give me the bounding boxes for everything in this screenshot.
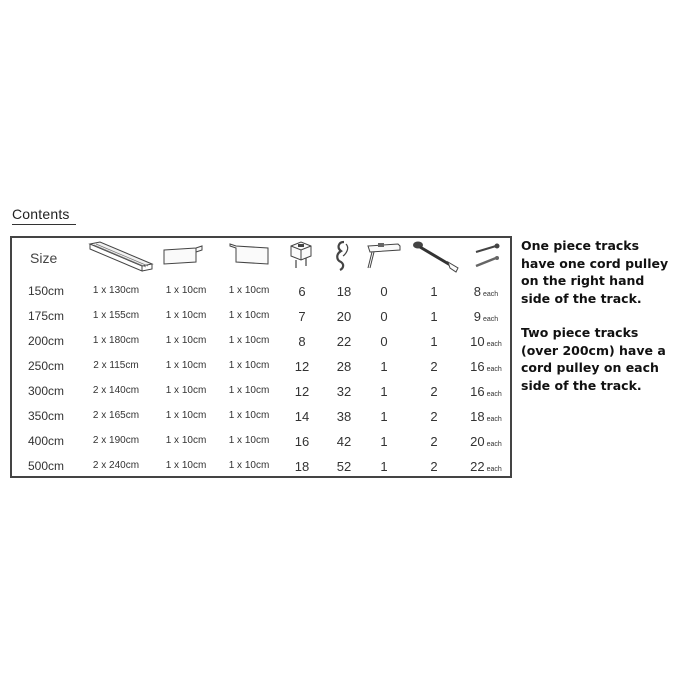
wand-count-cell <box>430 459 437 474</box>
cell-value: 2 x 140cm <box>92 385 140 396</box>
cell-value: 14 <box>294 409 310 424</box>
end-cap-left-cell <box>166 410 207 421</box>
each-unit: each <box>486 341 502 348</box>
cord-pulley-icon <box>364 240 404 272</box>
wand-count-cell <box>430 409 437 424</box>
cell-value: 1 x 10cm <box>165 360 207 371</box>
cell-value: 1 x 130cm <box>92 285 140 296</box>
screw-plug-count-cell <box>470 384 502 399</box>
each-unit: each <box>486 416 502 423</box>
cell-value: 1 x 10cm <box>165 435 207 446</box>
hook-count-cell <box>337 284 351 299</box>
hook-count-cell <box>337 434 351 449</box>
track-cell <box>93 360 138 371</box>
cell-value: 32 <box>336 384 352 399</box>
cell-value: 1 x 10cm <box>228 460 270 471</box>
cell-value: 38 <box>336 409 352 424</box>
cell-value: 1 <box>380 459 388 474</box>
cell-value: 1 x 10cm <box>165 460 207 471</box>
end-cap-left-cell <box>166 385 207 396</box>
bracket-count-cell <box>295 459 309 474</box>
end-cap-left-cell <box>166 335 207 346</box>
track-cell <box>93 460 139 471</box>
cord-pulley-count-cell <box>380 409 387 424</box>
cell-value: 0 <box>380 284 388 299</box>
cell-value: 1 x 155cm <box>92 310 140 321</box>
cord-pulley-count-cell <box>380 359 387 374</box>
size-cell <box>28 284 64 298</box>
end-cap-right-cell <box>229 310 270 321</box>
cord-pulley-count-cell <box>380 309 387 324</box>
cell-value: 28 <box>336 359 352 374</box>
cell-value: 1 <box>380 359 388 374</box>
cell-value: 18 <box>470 409 485 424</box>
cell-value: 1 <box>430 334 438 349</box>
cell-value: 1 x 10cm <box>228 385 270 396</box>
size-cell <box>28 309 64 323</box>
hook-count-cell <box>337 384 351 399</box>
cord-pulley-count-cell <box>380 284 387 299</box>
end-cap-left-cell <box>166 285 207 296</box>
each-unit: each <box>486 366 502 373</box>
cell-value: 52 <box>336 459 352 474</box>
cell-value: 400cm <box>27 434 65 448</box>
end-cap-left-cell <box>166 460 207 471</box>
cell-value: 12 <box>294 384 310 399</box>
cell-value: 0 <box>380 309 388 324</box>
cell-value: 1 <box>430 284 438 299</box>
cell-value: 16 <box>470 384 485 399</box>
each-unit: each <box>486 466 502 473</box>
hook-count-cell <box>337 409 351 424</box>
cell-value: 20 <box>336 309 352 324</box>
cell-value: 7 <box>298 309 306 324</box>
cell-value: 2 x 115cm <box>93 360 139 371</box>
track-rail-icon <box>88 240 154 272</box>
end-cap-left-cell <box>166 310 207 321</box>
end-cap-left-cell <box>166 360 207 371</box>
end-cap-right-cell <box>229 285 270 296</box>
size-cell <box>28 434 64 448</box>
cell-value: 1 x 10cm <box>165 285 207 296</box>
cell-value: 1 x 10cm <box>228 285 270 296</box>
hook-count-cell <box>337 459 351 474</box>
track-cell <box>93 435 139 446</box>
each-unit: each <box>486 391 502 398</box>
track-cell <box>93 385 139 396</box>
bracket-count-cell <box>298 334 305 349</box>
each-unit: each <box>483 316 499 323</box>
cell-value: 22 <box>470 459 485 474</box>
cell-value: 2 x 240cm <box>92 460 140 471</box>
screw-plug-count-cell <box>470 459 502 474</box>
wand-count-cell <box>430 359 437 374</box>
cell-value: 6 <box>298 284 306 299</box>
hook-count-cell <box>337 359 351 374</box>
end-cap-right-cell <box>229 360 270 371</box>
cord-pulley-count-cell <box>380 459 387 474</box>
screw-plug-count-cell <box>470 409 502 424</box>
size-cell <box>28 459 64 473</box>
cell-value: 2 x 165cm <box>92 410 140 421</box>
cell-value: 1 x 10cm <box>228 335 270 346</box>
each-unit: each <box>486 441 502 448</box>
end-cap-right-cell <box>229 385 270 396</box>
end-cap-right-cell <box>229 435 270 446</box>
bracket-icon <box>288 240 314 272</box>
end-cap-left-cell <box>166 435 207 446</box>
note-two-piece: Two piece tracks (over 200cm) have a cord pulley on each side of the track. <box>521 325 666 393</box>
track-cell <box>93 410 139 421</box>
wand-count-cell <box>430 284 437 299</box>
cell-value: 175cm <box>27 309 65 323</box>
cord-pulley-count-cell <box>380 334 387 349</box>
cell-value: 1 x 10cm <box>228 360 270 371</box>
bracket-count-cell <box>295 359 309 374</box>
cell-value: 20 <box>470 434 485 449</box>
cell-value: 18 <box>294 459 310 474</box>
cell-value: 1 x 180cm <box>92 335 140 346</box>
screw-plug-count-cell <box>474 309 498 324</box>
end-cap-right-cell <box>229 335 270 346</box>
note-one-piece: One piece tracks have one cord pulley on the right hand side of the track. <box>521 238 669 306</box>
cell-value: 250cm <box>27 359 65 373</box>
cell-value: 1 <box>380 409 388 424</box>
cell-value: 42 <box>336 434 352 449</box>
cell-value: 1 x 10cm <box>228 435 270 446</box>
cell-value: 2 <box>430 409 438 424</box>
cell-value: 9 <box>473 309 482 324</box>
end-cap-left-icon <box>160 242 206 268</box>
screw-plug-count-cell <box>470 359 502 374</box>
screw-plug-icon <box>470 240 504 270</box>
cell-value: 8 <box>473 284 482 299</box>
bracket-count-cell <box>298 284 305 299</box>
cell-value: 2 <box>430 384 438 399</box>
cell-value: 500cm <box>27 459 65 473</box>
cell-value: 1 x 10cm <box>228 310 270 321</box>
hook-icon <box>332 240 354 272</box>
cell-value: 22 <box>336 334 352 349</box>
cell-value: 2 <box>430 459 438 474</box>
track-cell <box>93 285 139 296</box>
cord-pulley-count-cell <box>380 434 387 449</box>
end-cap-right-cell <box>229 410 270 421</box>
contents-heading: Contents <box>12 206 70 222</box>
cell-value: 1 <box>430 309 438 324</box>
wand-count-cell <box>430 434 437 449</box>
track-cell <box>93 310 139 321</box>
wand-count-cell <box>430 309 437 324</box>
cell-value: 300cm <box>27 384 65 398</box>
bracket-count-cell <box>298 309 305 324</box>
notes-panel <box>521 237 671 411</box>
wand-count-cell <box>430 334 437 349</box>
cell-value: 12 <box>294 359 310 374</box>
size-cell <box>28 409 64 423</box>
size-cell <box>28 384 64 398</box>
cell-value: 10 <box>470 334 485 349</box>
end-cap-right-icon <box>226 240 272 268</box>
cell-value: 18 <box>336 284 352 299</box>
cell-value: 350cm <box>27 409 65 423</box>
screw-plug-count-cell <box>470 434 502 449</box>
cell-value: 16 <box>470 359 485 374</box>
cell-value: 8 <box>298 334 306 349</box>
cell-value: 1 x 10cm <box>165 410 207 421</box>
cell-value: 1 x 10cm <box>165 310 207 321</box>
wand-count-cell <box>430 384 437 399</box>
cell-value: 0 <box>380 334 388 349</box>
bracket-count-cell <box>295 384 309 399</box>
cell-value: 1 <box>380 384 388 399</box>
screw-plug-count-cell <box>470 334 502 349</box>
cell-value: 1 x 10cm <box>228 410 270 421</box>
heading-underline <box>12 224 76 225</box>
cell-value: 2 x 190cm <box>92 435 140 446</box>
size-column-header: Size <box>30 250 58 266</box>
each-unit: each <box>483 291 499 298</box>
size-cell <box>28 359 64 373</box>
bracket-count-cell <box>295 409 309 424</box>
screw-plug-count-cell <box>474 284 498 299</box>
size-cell <box>28 334 64 348</box>
cord-pulley-count-cell <box>380 384 387 399</box>
cell-value: 1 x 10cm <box>165 335 207 346</box>
track-cell <box>93 335 139 346</box>
cell-value: 16 <box>294 434 310 449</box>
cell-value: 1 <box>380 434 388 449</box>
cell-value: 150cm <box>27 284 65 298</box>
end-cap-right-cell <box>229 460 270 471</box>
hook-count-cell <box>337 334 351 349</box>
cell-value: 2 <box>430 359 438 374</box>
cell-value: 2 <box>430 434 438 449</box>
bracket-count-cell <box>295 434 309 449</box>
cell-value: 1 x 10cm <box>165 385 207 396</box>
wand-icon <box>408 238 462 274</box>
hook-count-cell <box>337 309 351 324</box>
cell-value: 200cm <box>27 334 65 348</box>
